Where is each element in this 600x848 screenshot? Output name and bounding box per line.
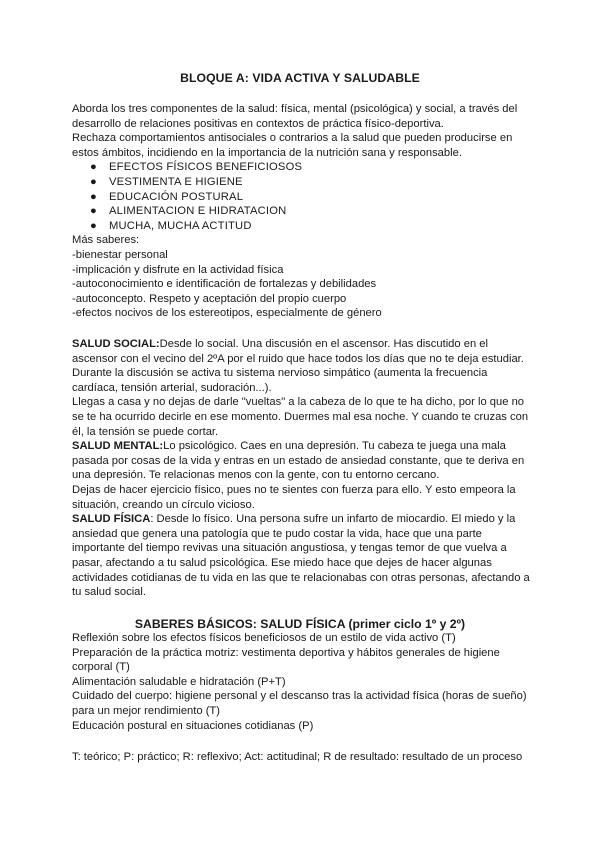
intro-line: desarrollo de relaciones positivas en contextos de práctica físico-deportiva. [72,117,444,130]
paragraph-line: situación, creando un círculo vicioso. [72,498,255,511]
list-item: ● EFECTOS FÍSICOS BENEFICIOSOS [90,161,303,174]
social-label: SALUD SOCIAL: [72,338,160,350]
paragraph-line: Durante la discusión se activa tu sistema nervioso simpático (aumenta la frecuencia [72,367,488,380]
mental-label: SALUD MENTAL: [72,440,164,453]
paragraph-line: actividades cotidianas de tu vida en las que te relacionabas con otras personas, afectando a [72,571,530,584]
list-item: -bienestar personal [72,248,168,261]
legend-section [72,750,532,765]
paragraph-line: él, la tensión se puede cortar. [72,425,219,438]
page-title: BLOQUE A: VIDA ACTIVA Y SALUDABLE [180,71,420,85]
bullet-list [72,160,532,233]
legend: T: teórico; P: práctico; R: reflexivo; Act: actitudinal; R de resultado: resultado de un proceso [72,751,523,763]
paragraph-line: pasar, afectando a tu salud psicológica. Ese miedo hace que dejes de hacer algunas [72,556,492,569]
list-item: -autoconocimiento e identificación de fortalezas y debilidades [72,278,377,291]
paragraph-line: tu salud social. [72,586,147,599]
list-item: Preparación de la práctica motriz: vestimenta deportiva y hábitos generales de higiene [72,646,500,659]
more-heading: Más saberes: [72,234,140,247]
fisica-label: SALUD FÍSICA [72,513,151,526]
list-item: Alimentación saludable e hidratación (P+T) [72,675,286,688]
examples-section [72,337,532,600]
bullet-icon: ● [90,219,97,232]
intro-line: Aborda los tres componentes de la salud: física, mental (psicológica) y social, a través del [72,103,518,115]
list-item: ● MUCHA, MUCHA ACTITUD [90,219,252,232]
bullet-icon: ● [90,190,97,203]
paragraph-line: importante del tiempo revivas una situación angustiosa, y tengas temor de que vuelva a [72,542,507,555]
section-title: SABERES BÁSICOS: SALUD FÍSICA (primer ciclo 1º y 2º) [134,617,466,631]
intro-line: Rechaza comportamientos antisociales o contrarios a la salud que pueden producirse en [72,132,513,145]
bullet-icon: ● [90,161,97,174]
list-item: -efectos nocivos de los estereotipos, especialmente de género [72,307,382,320]
list-item: ● VESTIMENTA E HIGIENE [90,175,243,188]
list-item: Cuidado del cuerpo: higiene personal y el descanso tras la actividad física (horas de sueño) [72,690,527,703]
bullet-icon: ● [90,205,97,218]
paragraph-line: ascensor con el vecino del 2ºA por el ruido que hace todos los días que no te deja estudiar. [72,352,524,365]
paragraph-line: se te ha ocurrido decirle en ese momento. Duermes mal esa noche. Y cuando te cruzas con [72,410,529,423]
list-item: Reflexión sobre los efectos físicos beneficiosos de un estilo de vida activo (T) [72,632,456,644]
list-item: -autoconcepto. Respeto y aceptación del propio cuerpo [72,292,347,305]
paragraph-line: Llegas a casa y no dejas de darle "vueltas" a la cabeza de lo que te ha dicho, por lo que no [72,396,525,409]
list-item: Educación postural en situaciones cotidianas (P) [72,719,314,732]
paragraph-line: ansiedad que genera una patología que te pudo costar la vida, hace que una parte [72,527,482,540]
list-item: corporal (T) [72,661,130,674]
fisica-paragraph: SALUD FÍSICA: Desde lo físico. Una persona sufre un infarto de miocardio. El miedo y la [72,513,516,526]
intro-section [72,102,532,321]
list-item: -implicación y disfrute en la actividad física [72,263,284,276]
bullet-icon: ● [90,175,97,188]
list-item: ● EDUCACIÓN POSTURAL [90,190,244,203]
social-paragraph: SALUD SOCIAL:Desde lo social. Una discusión en el ascensor. Has discutido en el [72,338,488,350]
paragraph-line: cardíaca, tensión arterial, sudoración...). [72,381,272,394]
list-item: para un mejor rendimiento (T) [72,704,220,717]
mental-paragraph: SALUD MENTAL:Lo psicológico. Caes en una depresión. Tu cabeza te juega una mala [72,440,506,453]
paragraph-line: una depresión. Te relacionas menos con la gente, con tu entorno cercano. [72,469,440,482]
saberes-section [72,631,532,733]
list-item: ● ALIMENTACION E HIDRATACION [90,205,287,218]
paragraph-line: Dejas de hacer ejercicio físico, pues no te sientes con fuerza para ello. Y esto empeora la [72,483,516,496]
paragraph-line: pasada por cosas de la vida y entras en un estado de ansiedad constante, que te deriva en [72,454,525,467]
intro-line: estos ámbitos, incidiendo en la importancia de la nutrición sana y responsable. [72,146,462,159]
